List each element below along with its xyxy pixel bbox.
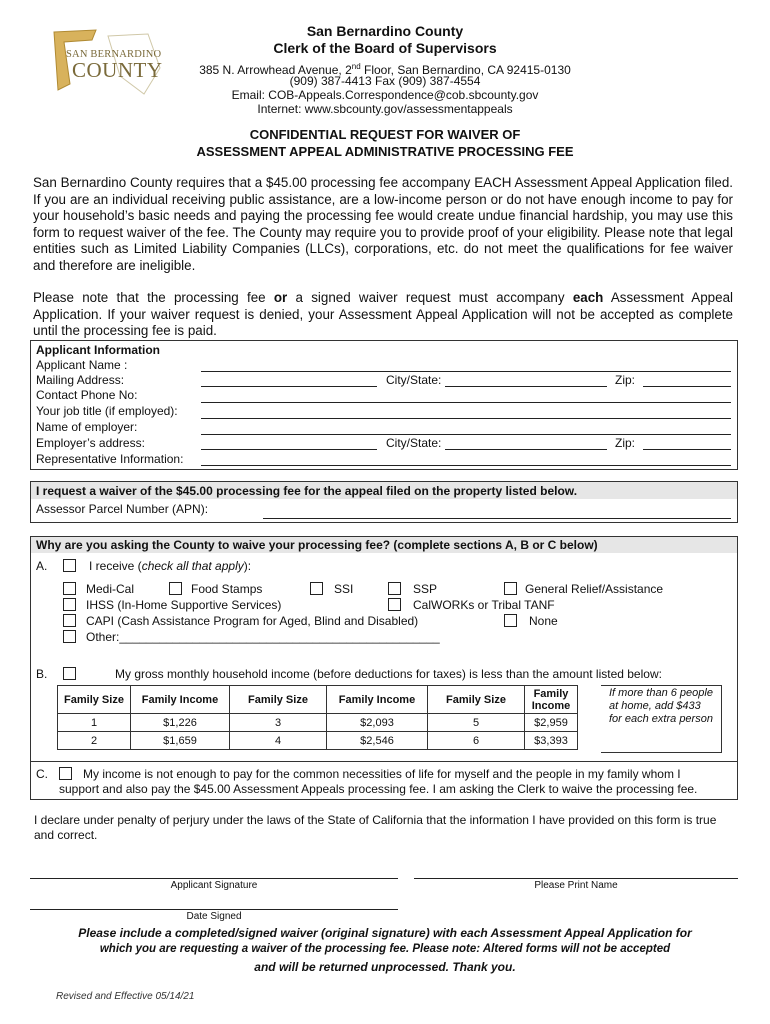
note-bold-each: each bbox=[572, 290, 604, 305]
applicant-signature-label: Applicant Signature bbox=[170, 880, 258, 891]
date-signed-label: Date Signed bbox=[186, 911, 242, 922]
ssp-checkbox[interactable] bbox=[388, 582, 401, 595]
income-cell: 3 bbox=[230, 714, 327, 732]
a-text-post: ): bbox=[243, 559, 252, 573]
general-relief-checkbox[interactable] bbox=[504, 582, 517, 595]
mailing-address-label: Mailing Address: bbox=[36, 373, 125, 387]
job-title-label: Your job title (if employed): bbox=[36, 404, 178, 418]
income-header-income-3: Family Income bbox=[525, 686, 578, 714]
capi-checkbox[interactable] bbox=[63, 614, 76, 627]
ssi-label: SSI bbox=[334, 582, 354, 596]
ssi-checkbox[interactable] bbox=[310, 582, 323, 595]
representative-field[interactable] bbox=[201, 465, 731, 466]
reasons-heading: Why are you asking the County to waive your processing fee? (complete sections A, B or C below) bbox=[36, 538, 598, 552]
food-stamps-checkbox[interactable] bbox=[169, 582, 182, 595]
applicant-info-heading: Applicant Information bbox=[36, 343, 160, 357]
section-a-letter: A. bbox=[36, 559, 48, 573]
property-section bbox=[30, 481, 738, 523]
income-header-size-3: Family Size bbox=[428, 686, 525, 714]
apn-label: Assessor Parcel Number (APN): bbox=[36, 502, 209, 516]
income-cell: $3,393 bbox=[525, 732, 578, 750]
other-checkbox[interactable] bbox=[63, 630, 76, 643]
logo-line1: SAN BERNARDINO bbox=[66, 49, 162, 60]
income-header-size-2: Family Size bbox=[230, 686, 327, 714]
employer-city-state-label: City/State: bbox=[386, 436, 442, 450]
address-post: Floor, San Bernardino, CA 92415-0130 bbox=[360, 63, 571, 77]
employer-name-label: Name of employer: bbox=[36, 420, 138, 434]
employer-address-label: Employer’s address: bbox=[36, 436, 145, 450]
income-header-size-1: Family Size bbox=[58, 686, 131, 714]
fee-note-paragraph bbox=[33, 290, 733, 340]
income-row bbox=[58, 732, 578, 750]
section-b-letter: B. bbox=[36, 667, 48, 681]
general-relief-label: General Relief/Assistance bbox=[525, 582, 664, 596]
income-header-income-2: Family Income bbox=[327, 686, 428, 714]
county-logo bbox=[48, 28, 170, 96]
income-cell: 5 bbox=[428, 714, 525, 732]
note-text-3: Assessment Appeal Application. If your waiver request is denied, your Assessment Appeal Application will not be accepted as complete until the processing fee is paid. bbox=[33, 290, 733, 339]
section-b-checkbox[interactable] bbox=[63, 667, 76, 680]
employer-name-field[interactable] bbox=[201, 434, 731, 435]
mailing-zip-field[interactable] bbox=[643, 386, 731, 387]
income-table-note: If more than 6 people at home, add $433 for each extra person bbox=[609, 687, 713, 725]
apn-field[interactable] bbox=[263, 518, 731, 519]
ihss-checkbox[interactable] bbox=[63, 598, 76, 611]
income-cell: $2,093 bbox=[327, 714, 428, 732]
contact-phone-field[interactable] bbox=[201, 402, 731, 403]
other-label: Other:________________________________________________ bbox=[86, 630, 440, 644]
note-bold-or: or bbox=[273, 290, 288, 305]
section-c-text-1: My income is not enough to pay for the common necessities of life for myself and the people in my family whom I bbox=[83, 767, 681, 781]
applicant-name-field[interactable] bbox=[201, 371, 731, 372]
revision-date: Revised and Effective 05/14/21 bbox=[56, 991, 195, 1002]
footer-instructions-1: Please include a completed/signed waiver (original signature) with each Assessment Appeal Application for bbox=[78, 926, 692, 940]
property-heading: I request a waiver of the $45.00 processing fee for the appeal filed on the property listed below. bbox=[36, 484, 578, 498]
a-text-pre: I receive ( bbox=[89, 559, 142, 573]
income-cell: $1,226 bbox=[131, 714, 230, 732]
income-cell: $1,659 bbox=[131, 732, 230, 750]
print-name-label: Please Print Name bbox=[534, 880, 618, 891]
office-internet: Internet: www.sbcounty.gov/assessmentappeals bbox=[257, 102, 513, 116]
medi-cal-label: Medi-Cal bbox=[86, 582, 135, 596]
ssp-label: SSP bbox=[413, 582, 438, 596]
form-title-line1: CONFIDENTIAL REQUEST FOR WAIVER OF bbox=[249, 127, 521, 142]
calworks-label: CalWORKs or Tribal TANF bbox=[413, 598, 555, 612]
section-a-text bbox=[89, 559, 251, 574]
employer-city-state-field[interactable] bbox=[445, 449, 607, 450]
income-cell: $2,546 bbox=[327, 732, 428, 750]
section-a-checkbox[interactable] bbox=[63, 559, 76, 572]
calworks-checkbox[interactable] bbox=[388, 598, 401, 611]
none-label: None bbox=[529, 614, 558, 628]
job-title-field[interactable] bbox=[201, 418, 731, 419]
office-name: Clerk of the Board of Supervisors bbox=[273, 40, 497, 56]
office-phone: (909) 387-4413 Fax (909) 387-4554 bbox=[289, 74, 481, 88]
applicant-signature-field[interactable] bbox=[30, 878, 398, 879]
medi-cal-checkbox[interactable] bbox=[63, 582, 76, 595]
income-table bbox=[57, 685, 578, 750]
income-cell: 6 bbox=[428, 732, 525, 750]
none-checkbox[interactable] bbox=[504, 614, 517, 627]
employer-address-field[interactable] bbox=[201, 449, 377, 450]
income-cell: 1 bbox=[58, 714, 131, 732]
mailing-zip-label: Zip: bbox=[615, 373, 636, 387]
representative-label: Representative Information: bbox=[36, 452, 184, 466]
section-c-text-2: support and also pay the $45.00 Assessment Appeals processing fee. I am asking the Clerk to waive the processing fee. bbox=[59, 782, 698, 796]
section-c-checkbox[interactable] bbox=[59, 767, 72, 780]
income-row bbox=[58, 714, 578, 732]
mailing-address-field[interactable] bbox=[201, 386, 377, 387]
employer-zip-label: Zip: bbox=[615, 436, 636, 450]
employer-zip-field[interactable] bbox=[643, 449, 731, 450]
form-title-line2: ASSESSMENT APPEAL ADMINISTRATIVE PROCESSING FEE bbox=[196, 144, 574, 159]
office-email: Email: COB-Appeals.Correspondence@cob.sbcounty.gov bbox=[231, 88, 539, 102]
income-cell: 2 bbox=[58, 732, 131, 750]
section-c-letter: C. bbox=[36, 767, 48, 781]
declaration-text: I declare under penalty of perjury under the laws of the State of California that the information I have provided on this form is true and correct. bbox=[34, 813, 717, 842]
intro-paragraph: San Bernardino County requires that a $45.00 processing fee accompany EACH Assessment Appeal Application filed. If you are an individual receiving public assistance, are a low-income person or do not have enough income to pay for your household’s basic needs and paying the processing fee would create undue financial hardship, you may use this form to request waiver of the fee. The County may require you to provide proof of your eligibility. Please note that legal entities such as Limited Liability Companies (LLCs), corporations, etc. do not meet the qualifications for fee waiver and therefore are ineligible. bbox=[33, 175, 733, 273]
section-b-text: My gross monthly household income (before deductions for taxes) is less than the amount listed below: bbox=[115, 667, 662, 681]
income-cell: 4 bbox=[230, 732, 327, 750]
ihss-label: IHSS (In-Home Supportive Services) bbox=[86, 598, 282, 612]
applicant-name-label: Applicant Name : bbox=[36, 358, 128, 372]
note-text-1: Please note that the processing fee bbox=[33, 290, 274, 305]
income-cell: $2,959 bbox=[525, 714, 578, 732]
a-text-italic: check all that apply bbox=[141, 559, 244, 573]
applicant-info-section bbox=[30, 340, 738, 470]
footer-instructions-3: and will be returned unprocessed. Thank you. bbox=[254, 960, 516, 974]
logo-line2: COUNTY bbox=[72, 58, 163, 82]
mailing-city-state-field[interactable] bbox=[445, 386, 607, 387]
footer-instructions-2: which you are requesting a waiver of the processing fee. Please note: Altered forms will not be accepted bbox=[99, 943, 671, 955]
food-stamps-label: Food Stamps bbox=[191, 582, 263, 596]
income-note-box bbox=[601, 685, 722, 753]
address-pre: 385 N. Arrowhead Avenue, 2 bbox=[199, 63, 352, 77]
date-signed-field[interactable] bbox=[30, 909, 398, 910]
income-header-income-1: Family Income bbox=[131, 686, 230, 714]
capi-label: CAPI (Cash Assistance Program for Aged, Blind and Disabled) bbox=[86, 614, 419, 628]
address-sup: nd bbox=[351, 62, 361, 71]
reasons-section bbox=[30, 536, 738, 800]
mailing-city-state-label: City/State: bbox=[386, 373, 442, 387]
county-name: San Bernardino County bbox=[306, 23, 464, 39]
contact-phone-label: Contact Phone No: bbox=[36, 388, 138, 402]
note-text-2: a signed waiver request must accompany bbox=[287, 290, 573, 305]
print-name-field[interactable] bbox=[414, 878, 738, 879]
